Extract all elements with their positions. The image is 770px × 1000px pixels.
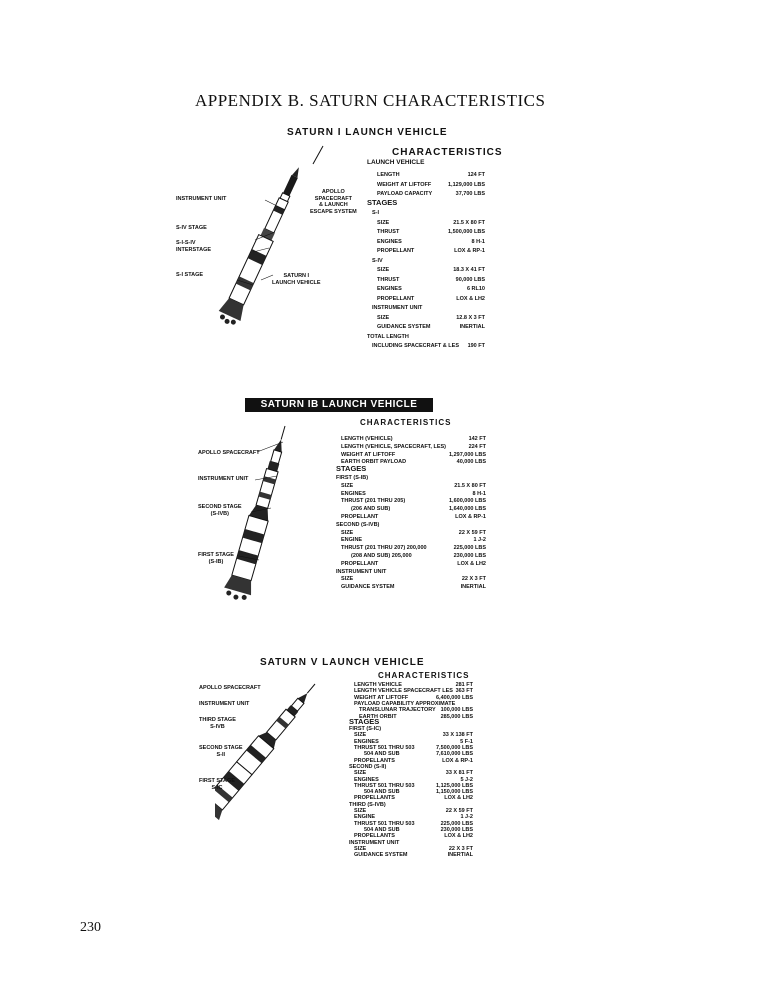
saturn-v-characteristics-title: CHARACTERISTICS bbox=[378, 671, 470, 680]
row-label: GUIDANCE SYSTEM bbox=[354, 852, 408, 859]
saturn-i-label-launch-vehicle: SATURN I LAUNCH VEHICLE bbox=[272, 273, 321, 286]
row-value: 6,400,000 LBS bbox=[436, 694, 473, 701]
row-label: INCLUDING SPACECRAFT & LES bbox=[372, 343, 459, 349]
row-label: STAGES bbox=[367, 197, 398, 207]
row-label: WEIGHT AT LIFTOFF bbox=[377, 181, 432, 188]
row-value: 8 H-1 bbox=[471, 238, 485, 245]
saturn-i-label-apollo-spacecraft: APOLLO SPACECRAFT & LAUNCH ESCAPE SYSTEM bbox=[310, 189, 357, 215]
table-row bbox=[336, 576, 486, 584]
row-label: ENGINES bbox=[377, 286, 402, 292]
table-row bbox=[367, 277, 485, 287]
table-row bbox=[336, 584, 486, 592]
row-label: SIZE bbox=[341, 529, 354, 536]
saturn-i-label-s-i-stage: S-I STAGE bbox=[176, 272, 204, 278]
row-label: 504 AND SUB bbox=[364, 751, 400, 758]
row-label: GUIDANCE SYSTEM bbox=[377, 324, 431, 330]
row-value: 6 RL10 bbox=[466, 286, 485, 292]
row-label: WEIGHT AT LIFTOFF bbox=[354, 694, 409, 701]
row-label: PROPELLANT bbox=[377, 248, 415, 254]
row-label: ENGINES bbox=[377, 238, 402, 245]
row-label: SIZE bbox=[354, 808, 367, 814]
table-row bbox=[336, 522, 486, 530]
row-label: FIRST (S-IC) bbox=[349, 726, 382, 733]
table-row bbox=[336, 475, 486, 483]
row-label: ENGINE bbox=[354, 814, 376, 821]
row-label: LENGTH (VEHICLE, SPACECRAFT, LES) bbox=[341, 443, 447, 450]
table-row bbox=[336, 444, 486, 452]
table-row bbox=[336, 452, 486, 460]
row-label: ENGINES bbox=[341, 490, 366, 497]
row-label: STAGES bbox=[349, 716, 380, 726]
row-value: 1 J-2 bbox=[460, 814, 473, 821]
saturn-i-label-instrument-unit: INSTRUMENT UNIT bbox=[176, 196, 227, 202]
row-label: 504 AND SUB bbox=[364, 789, 400, 796]
row-value: 363 FT bbox=[455, 688, 473, 695]
row-label: ENGINES bbox=[354, 776, 379, 783]
saturn-i-label-interstage: S-I-S-IV INTERSTAGE bbox=[176, 240, 212, 253]
row-label: LENGTH VEHICLE bbox=[354, 682, 402, 688]
row-value: LOX & LH2 bbox=[457, 560, 486, 567]
row-value: 225,000 LBS bbox=[440, 820, 473, 827]
row-label: PROPELLANT bbox=[341, 560, 379, 567]
table-row bbox=[336, 545, 486, 553]
saturn-ib-title: SATURN IB LAUNCH VEHICLE bbox=[245, 398, 433, 412]
page-heading: APPENDIX B. SATURN CHARACTERISTICS bbox=[195, 91, 546, 110]
row-label: SIZE bbox=[354, 845, 367, 852]
row-value: 1,125,000 LBS bbox=[436, 782, 473, 789]
table-row bbox=[367, 334, 485, 344]
row-value: 1,297,000 LBS bbox=[449, 451, 486, 458]
table-row bbox=[336, 464, 486, 475]
row-value: 18.3 X 41 FT bbox=[453, 267, 485, 273]
table-row bbox=[336, 506, 486, 514]
saturn-i-title: SATURN I LAUNCH VEHICLE bbox=[287, 127, 448, 138]
row-label: SIZE bbox=[341, 482, 354, 489]
row-value: 1 J-2 bbox=[473, 537, 486, 544]
row-value: 225,000 LBS bbox=[453, 545, 486, 552]
row-label: PROPELLANT bbox=[341, 514, 379, 520]
row-value: 1,500,000 LBS bbox=[448, 229, 485, 235]
row-label: THRUST (201 THRU 207) 200,000 bbox=[341, 545, 427, 552]
row-label: PROPELLANTS bbox=[354, 757, 395, 764]
row-label: S-I bbox=[372, 210, 380, 216]
table-row bbox=[336, 436, 486, 444]
row-value: LOX & LH2 bbox=[444, 795, 473, 802]
table-row bbox=[367, 239, 485, 249]
row-value: 22 X 59 FT bbox=[445, 808, 473, 814]
row-label: SIZE bbox=[377, 267, 390, 273]
row-label: PROPELLANT bbox=[377, 295, 415, 302]
row-label: STAGES bbox=[336, 464, 367, 474]
table-row bbox=[336, 553, 486, 561]
row-label: (206 AND SUB) bbox=[351, 506, 391, 513]
row-label: TOTAL LENGTH bbox=[367, 333, 409, 340]
row-value: 1,600,000 LBS bbox=[449, 498, 486, 505]
table-row bbox=[367, 197, 485, 211]
saturn-ib-label-apollo-spacecraft: APOLLO SPACECRAFT bbox=[198, 450, 260, 456]
row-label: LENGTH bbox=[377, 172, 400, 178]
table-row bbox=[367, 305, 485, 315]
row-value: 7,610,000 LBS bbox=[436, 751, 473, 758]
table-row bbox=[367, 182, 485, 192]
table-row bbox=[367, 324, 485, 334]
row-label: THRUST (201 THRU 205) bbox=[341, 498, 406, 505]
table-row bbox=[367, 248, 485, 258]
row-value: INERTIAL bbox=[460, 584, 486, 591]
row-value: 33 X 138 FT bbox=[442, 732, 473, 739]
row-label: SIZE bbox=[354, 770, 367, 777]
row-value: 124 FT bbox=[467, 172, 485, 178]
row-label: INSTRUMENT UNIT bbox=[349, 839, 400, 846]
saturn-ib-label-second-stage: SECOND STAGE (S-IVB) bbox=[198, 504, 242, 517]
row-label: FIRST (S-IB) bbox=[336, 475, 369, 481]
table-row bbox=[367, 267, 485, 277]
saturn-i-section-label: LAUNCH VEHICLE bbox=[367, 159, 425, 166]
row-value: INERTIAL bbox=[459, 324, 485, 330]
row-label: PROPELLANTS bbox=[354, 795, 395, 802]
saturn-v-label-apollo-spacecraft: APOLLO SPACECRAFT bbox=[199, 685, 261, 691]
row-value: 281 FT bbox=[455, 682, 473, 688]
page-number: 230 bbox=[80, 920, 101, 935]
row-value: 224 FT bbox=[468, 443, 486, 450]
row-value: LOX & RP-1 bbox=[455, 514, 486, 520]
saturn-i-characteristics-title: CHARACTERISTICS bbox=[392, 147, 503, 158]
table-row bbox=[367, 220, 485, 230]
table-row bbox=[367, 210, 485, 220]
row-label: PAYLOAD CAPACITY bbox=[377, 191, 433, 197]
row-label: SIZE bbox=[377, 314, 390, 321]
row-label: THRUST bbox=[377, 229, 400, 235]
table-row bbox=[367, 315, 485, 325]
row-label: THRUST 501 THRU 503 bbox=[354, 782, 415, 789]
row-label: INSTRUMENT UNIT bbox=[336, 568, 387, 575]
table-row bbox=[367, 296, 485, 306]
row-label: THRUST bbox=[377, 276, 400, 283]
row-label: INSTRUMENT UNIT bbox=[372, 305, 423, 311]
row-label: S-IV bbox=[372, 257, 383, 264]
row-label: ENGINE bbox=[341, 537, 363, 544]
row-value: 285,000 LBS bbox=[440, 713, 473, 720]
row-value: 5 F-1 bbox=[460, 738, 473, 745]
row-value: 90,000 LBS bbox=[455, 276, 485, 283]
table-row bbox=[336, 514, 486, 522]
row-label: SIZE bbox=[377, 219, 390, 226]
table-row bbox=[336, 530, 486, 538]
table-row bbox=[336, 491, 486, 499]
table-row bbox=[336, 537, 486, 545]
row-value: 5 J-2 bbox=[460, 776, 473, 783]
row-value: 21.5 X 80 FT bbox=[453, 219, 485, 226]
row-value: 33 X 81 FT bbox=[445, 770, 473, 777]
row-value: 37,700 LBS bbox=[455, 191, 485, 197]
row-value: LOX & RP-1 bbox=[442, 757, 473, 764]
row-label: WEIGHT AT LIFTOFF bbox=[341, 451, 396, 458]
row-label: ENGINES bbox=[354, 738, 379, 745]
saturn-v-label-first-stage: FIRST STAGE S-IC bbox=[199, 778, 235, 791]
saturn-i-label-s-iv-stage: S-IV STAGE bbox=[176, 225, 207, 231]
row-label: TRANSLUNAR TRAJECTORY bbox=[359, 707, 436, 714]
row-value: 12.8 X 3 FT bbox=[456, 314, 485, 321]
row-value: 230,000 LBS bbox=[453, 553, 486, 559]
table-row bbox=[367, 172, 485, 182]
table-row bbox=[336, 561, 486, 569]
row-label: EARTH ORBIT PAYLOAD bbox=[341, 459, 407, 466]
table-row bbox=[336, 498, 486, 506]
saturn-ib-label-first-stage: FIRST STAGE (S-IB) bbox=[198, 552, 234, 565]
row-value: 22 X 3 FT bbox=[461, 576, 486, 583]
row-label: LENGTH (VEHICLE) bbox=[341, 436, 393, 442]
row-value: 21.5 X 80 FT bbox=[454, 482, 486, 489]
row-value: 40,000 LBS bbox=[456, 459, 486, 466]
table-row bbox=[336, 483, 486, 491]
row-value: 1,150,000 LBS bbox=[436, 789, 473, 796]
row-label: PROPELLANTS bbox=[354, 833, 395, 840]
table-row bbox=[367, 286, 485, 296]
row-value: 142 FT bbox=[468, 436, 486, 442]
row-label: THRUST 501 THRU 503 bbox=[354, 820, 415, 827]
row-label: 504 AND SUB bbox=[364, 826, 400, 833]
row-value: LOX & RP-1 bbox=[454, 248, 485, 254]
row-value: 7,500,000 LBS bbox=[436, 745, 473, 751]
row-value: 22 X 3 FT bbox=[448, 845, 473, 852]
saturn-v-label-third-stage: THIRD STAGE S-IVB bbox=[199, 717, 236, 730]
row-value: 1,129,000 LBS bbox=[448, 181, 485, 188]
row-value: 1,640,000 LBS bbox=[449, 506, 486, 513]
table-row bbox=[367, 343, 485, 353]
row-label: SECOND (S-II) bbox=[349, 763, 387, 770]
row-value: 100,000 LBS bbox=[440, 707, 473, 714]
row-label: SIZE bbox=[341, 576, 354, 583]
saturn-ib-label-instrument-unit: INSTRUMENT UNIT bbox=[198, 476, 249, 482]
row-value: 8 H-1 bbox=[472, 490, 486, 497]
row-label: THRUST 501 THRU 503 bbox=[354, 745, 415, 751]
saturn-v-title: SATURN V LAUNCH VEHICLE bbox=[260, 657, 425, 668]
saturn-v-label-second-stage: SECOND STAGE S-II bbox=[199, 745, 243, 758]
saturn-v-label-instrument-unit: INSTRUMENT UNIT bbox=[199, 701, 250, 707]
table-row bbox=[367, 258, 485, 268]
row-value: INERTIAL bbox=[447, 852, 473, 859]
saturn-i-rocket-illustration bbox=[195, 140, 370, 340]
row-label: LENGTH VEHICLE SPACECRAFT LES bbox=[354, 688, 453, 695]
row-value: 22 X 59 FT bbox=[458, 529, 486, 536]
row-value: LOX & LH2 bbox=[444, 833, 473, 840]
row-label: PAYLOAD CAPABILITY APPROXIMATE bbox=[354, 700, 456, 707]
row-value: 190 FT bbox=[467, 343, 485, 349]
table-row bbox=[367, 229, 485, 239]
row-label: THIRD (S-IVB) bbox=[349, 801, 386, 808]
row-value: 230,000 LBS bbox=[440, 826, 473, 833]
table-row bbox=[336, 569, 486, 577]
row-label: SECOND (S-IVB) bbox=[336, 521, 380, 528]
table-row bbox=[349, 852, 473, 858]
row-label: GUIDANCE SYSTEM bbox=[341, 584, 395, 591]
saturn-ib-characteristics-title: CHARACTERISTICS bbox=[360, 418, 452, 427]
row-label: SIZE bbox=[354, 732, 367, 739]
row-value: LOX & LH2 bbox=[456, 295, 485, 302]
row-label: (208 AND SUB) 205,000 bbox=[351, 553, 412, 559]
row-label: EARTH ORBIT bbox=[359, 713, 397, 720]
